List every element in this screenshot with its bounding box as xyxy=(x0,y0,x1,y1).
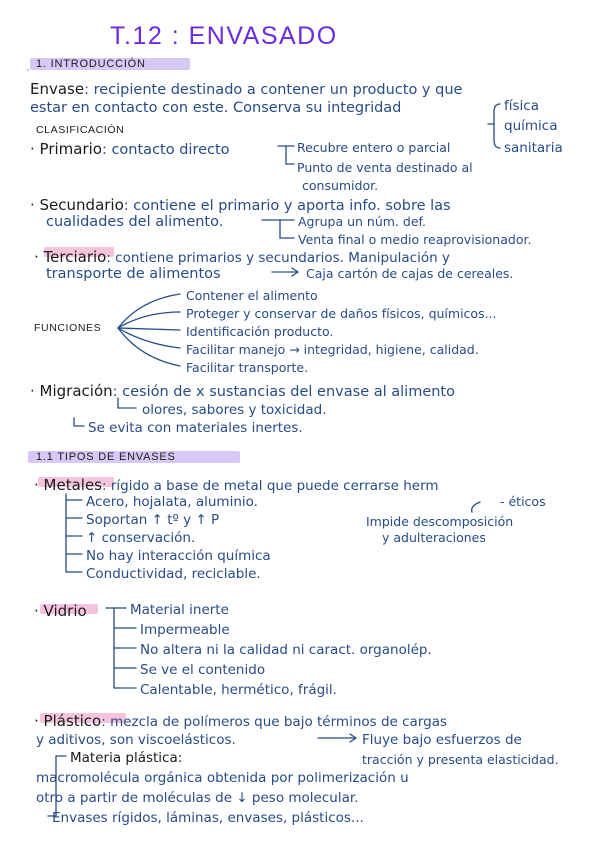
metales-item-3: ↑ conservación. xyxy=(86,530,196,546)
integridad-quimica: química xyxy=(504,118,558,134)
vidrio-item-5: Calentable, hermético, frágil. xyxy=(140,682,337,698)
primario-line xyxy=(30,140,230,158)
migracion-label: · Migración xyxy=(30,382,113,400)
plastico-text-3: macromolécula orgánica obtenida por polimerización u xyxy=(36,770,409,786)
plastico-line-1 xyxy=(34,712,447,730)
migracion-note: Se evita con materiales inertes. xyxy=(88,420,303,436)
vidrio-item-4: Se ve el contenido xyxy=(140,662,266,678)
intro-heading: 1. INTRODUCCIÓN xyxy=(36,58,146,70)
metales-aside-3: y adulteraciones xyxy=(382,530,486,545)
plastico-text-5: Envases rígidos, láminas, envases, plásticos... xyxy=(52,810,364,826)
metales-item-4: No hay interacción química xyxy=(86,548,271,564)
integridad-sanitaria: sanitaria xyxy=(504,140,563,156)
metales-item-5: Conductividad, reciclable. xyxy=(86,566,261,582)
clasificacion-heading: CLASIFICACIÓN xyxy=(36,124,125,136)
funcion-4: Facilitar manejo → integridad, higiene, calidad. xyxy=(186,342,479,357)
funcion-1: Contener el alimento xyxy=(186,288,318,303)
vidrio-item-2: Impermeable xyxy=(140,622,230,638)
primario-branch-3: consumidor. xyxy=(302,178,379,193)
plastico-label: · Plástico xyxy=(34,712,102,730)
primario-branch-2: Punto de venta destinado al xyxy=(297,160,473,175)
secundario-branch-1: Agrupa un núm. def. xyxy=(298,214,426,229)
terciario-line-1 xyxy=(34,248,450,266)
envase-def-1: : recipiente destinado a contener un producto y que xyxy=(84,82,463,98)
plastico-text-2: y aditivos, son viscoelásticos. xyxy=(36,732,236,748)
materia-right: tracción y presenta elasticidad. xyxy=(362,752,559,767)
secundario-label: · Secundario xyxy=(30,196,124,214)
materia-label: Materia plástica: xyxy=(70,750,183,766)
envase-def-2: estar en contacto con este. Conserva su integridad xyxy=(30,100,402,116)
funcion-2: Proteger y conservar de daños físicos, químicos... xyxy=(186,306,497,321)
migracion-line xyxy=(30,382,455,400)
terciario-example: Caja cartón de cajas de cereales. xyxy=(306,266,514,281)
envase-label: Envase xyxy=(30,80,85,98)
vidrio-item-1: Material inerte xyxy=(130,602,229,618)
metales-label: · Metales xyxy=(34,476,102,494)
primario-label: · Primario xyxy=(30,140,102,158)
vidrio-item-3: No altera ni la calidad ni caract. organolép. xyxy=(140,642,432,658)
metales-aside-2: Impide descomposición xyxy=(366,514,514,529)
vidrio-label: · Vidrio xyxy=(34,602,87,620)
plastico-text-2b: Fluye bajo esfuerzos de xyxy=(362,732,522,748)
metales-line xyxy=(34,476,439,494)
primario-text: : contacto directo xyxy=(101,142,230,158)
primario-branch-1: Recubre entero o parcial xyxy=(297,140,451,155)
terciario-text-2: transporte de alimentos xyxy=(46,266,221,282)
secundario-text-2: cualidades del alimento. xyxy=(46,214,224,230)
metales-item-1: Acero, hojalata, aluminio. xyxy=(86,494,258,510)
terciario-text-1: : contiene primarios y secundarios. Manipulación y xyxy=(106,250,450,266)
migracion-sub: olores, sabores y toxicidad. xyxy=(142,402,327,418)
metales-aside-1: - éticos xyxy=(500,494,546,509)
secundario-line-1 xyxy=(30,196,451,214)
plastico-text-4: otro a partir de moléculas de ↓ peso molecular. xyxy=(36,790,359,806)
terciario-label: · Terciario xyxy=(34,248,107,266)
funcion-5: Facilitar transporte. xyxy=(186,360,309,375)
integridad-fisica: física xyxy=(504,98,539,114)
tipos-heading: 1.1 TIPOS DE ENVASES xyxy=(36,451,176,463)
page-title: T.12 : ENVASADO xyxy=(110,22,338,50)
plastico-text-1: : mezcla de polímeros que bajo términos de cargas xyxy=(101,714,448,730)
secundario-text-1: : contiene el primario y aporta info. sobre las xyxy=(123,198,451,214)
metales-item-2: Soportan ↑ tº y ↑ P xyxy=(86,512,220,528)
secundario-branch-2: Venta final o medio reaprovisionador. xyxy=(298,232,532,247)
metales-text: : rígido a base de metal que puede cerrarse herm xyxy=(102,478,439,494)
migracion-text: : cesión de x sustancias del envase al alimento xyxy=(112,384,455,400)
funciones-label: FUNCIONES xyxy=(34,322,102,334)
envase-line-1 xyxy=(30,80,462,98)
funcion-3: Identificación producto. xyxy=(186,324,334,339)
